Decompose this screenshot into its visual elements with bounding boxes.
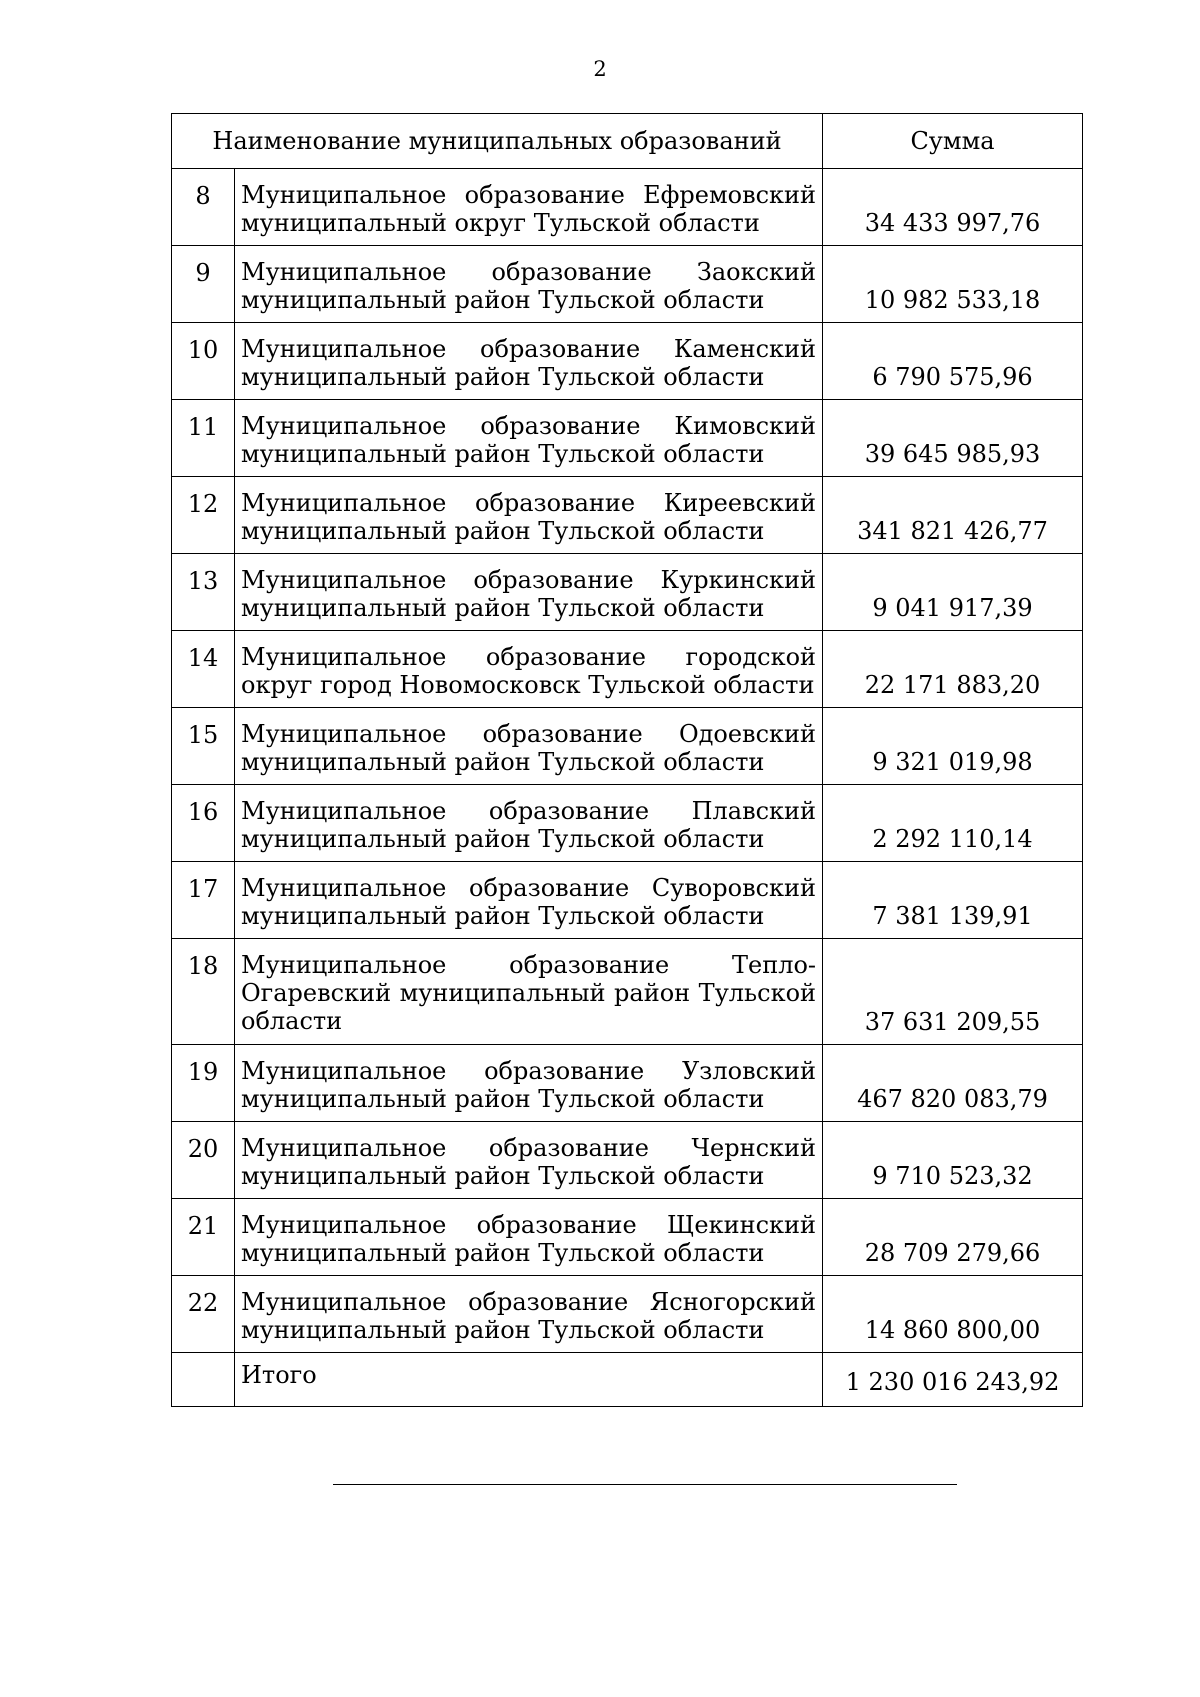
row-sum: 39 645 985,93: [823, 400, 1083, 477]
row-number: 9: [172, 246, 235, 323]
row-number: 15: [172, 708, 235, 785]
row-name: Муниципальное образование Плавский муниципальный район Тульской области: [235, 785, 823, 862]
row-name: Муниципальное образование Ясногорский муниципальный район Тульской области: [235, 1276, 823, 1353]
row-name: Муниципальное образование Узловский муниципальный район Тульской области: [235, 1045, 823, 1122]
total-row: [172, 1353, 1083, 1407]
row-name: Муниципальное образование Щекинский муниципальный район Тульской области: [235, 1199, 823, 1276]
row-name: Муниципальное образование Каменский муниципальный район Тульской области: [235, 323, 823, 400]
total-sum: 1 230 016 243,92: [823, 1353, 1083, 1407]
table-row: [172, 246, 1083, 323]
table-row: [172, 1045, 1083, 1122]
row-name: Муниципальное образование городской округ город Новомосковск Тульской области: [235, 631, 823, 708]
row-name: Муниципальное образование Заокский муниципальный район Тульской области: [235, 246, 823, 323]
row-number: 16: [172, 785, 235, 862]
row-sum: 7 381 139,91: [823, 862, 1083, 939]
row-sum: 467 820 083,79: [823, 1045, 1083, 1122]
table-row: [172, 554, 1083, 631]
row-sum: 2 292 110,14: [823, 785, 1083, 862]
row-name: Муниципальное образование Ефремовский муниципальный округ Тульской области: [235, 169, 823, 246]
row-sum: 37 631 209,55: [823, 939, 1083, 1045]
row-sum: 28 709 279,66: [823, 1199, 1083, 1276]
row-sum: 22 171 883,20: [823, 631, 1083, 708]
row-number: 19: [172, 1045, 235, 1122]
row-sum: 6 790 575,96: [823, 323, 1083, 400]
table-row: [172, 708, 1083, 785]
row-sum: 9 710 523,32: [823, 1122, 1083, 1199]
row-number: 20: [172, 1122, 235, 1199]
page-number: 2: [593, 57, 607, 81]
row-number: 11: [172, 400, 235, 477]
municipal-sums-table: [171, 113, 1083, 1407]
row-number: 18: [172, 939, 235, 1045]
table-row: [172, 631, 1083, 708]
table-row: [172, 1199, 1083, 1276]
row-sum: 341 821 426,77: [823, 477, 1083, 554]
table-header-row: [172, 114, 1083, 169]
total-number-cell: [172, 1353, 235, 1407]
row-name: Муниципальное образование Чернский муниципальный район Тульской области: [235, 1122, 823, 1199]
row-sum: 34 433 997,76: [823, 169, 1083, 246]
row-name: Муниципальное образование Киреевский муниципальный район Тульской области: [235, 477, 823, 554]
row-number: 21: [172, 1199, 235, 1276]
header-sum-column: Сумма: [823, 114, 1083, 169]
table-row: [172, 323, 1083, 400]
row-number: 14: [172, 631, 235, 708]
row-number: 12: [172, 477, 235, 554]
row-number: 22: [172, 1276, 235, 1353]
table-row: [172, 169, 1083, 246]
row-name: Муниципальное образование Одоевский муниципальный район Тульской области: [235, 708, 823, 785]
table-row: [172, 1276, 1083, 1353]
row-name: Муниципальное образование Суворовский муниципальный район Тульской области: [235, 862, 823, 939]
row-sum: 9 041 917,39: [823, 554, 1083, 631]
row-number: 13: [172, 554, 235, 631]
row-name: Муниципальное образование Куркинский муниципальный район Тульской области: [235, 554, 823, 631]
row-name: Муниципальное образование Кимовский муниципальный район Тульской области: [235, 400, 823, 477]
total-label: Итого: [235, 1353, 823, 1407]
row-number: 10: [172, 323, 235, 400]
header-name-column: Наименование муниципальных образований: [172, 114, 823, 169]
table-row: [172, 785, 1083, 862]
table-row: [172, 862, 1083, 939]
table-row: [172, 1122, 1083, 1199]
row-sum: 14 860 800,00: [823, 1276, 1083, 1353]
row-sum: 10 982 533,18: [823, 246, 1083, 323]
table-row: [172, 939, 1083, 1045]
table-row: [172, 477, 1083, 554]
closing-rule-divider: [333, 1484, 957, 1485]
row-name: Муниципальное образование Тепло-Огаревский муниципальный район Тульской области: [235, 939, 823, 1045]
row-number: 8: [172, 169, 235, 246]
row-number: 17: [172, 862, 235, 939]
row-sum: 9 321 019,98: [823, 708, 1083, 785]
table-row: [172, 400, 1083, 477]
